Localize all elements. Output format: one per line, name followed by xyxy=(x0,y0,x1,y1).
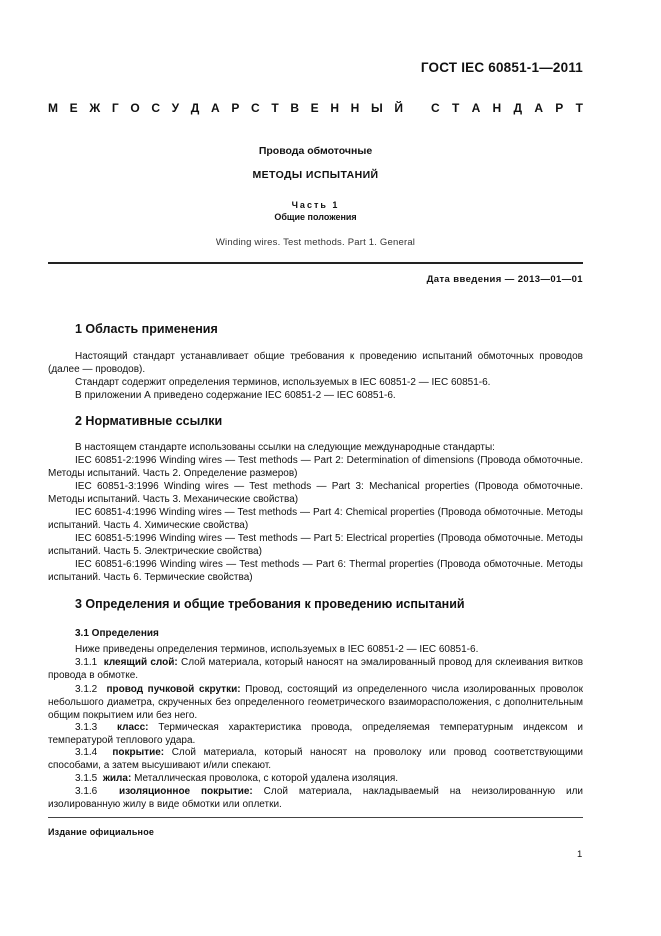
document-title: Провода обмоточные xyxy=(258,145,373,157)
reference-item: IEC 60851-2:1996 Winding wires — Test methods — Part 2: Determination of dimensions (Провода обмоточные. Методы испытаний. Часть 2. Определение размеров) xyxy=(48,455,583,479)
reference-item: IEC 60851-4:1996 Winding wires — Test methods — Part 4: Chemical properties (Провода обмоточные. Методы испытаний. Часть 4. Химические свойства) xyxy=(48,507,583,531)
definition-text: Термическая характеристика провода, определяемая температурным индексом и температурой теплового удара. xyxy=(48,722,583,746)
banner-word-standard xyxy=(431,101,583,115)
definition-item xyxy=(48,747,583,773)
definition-number: 3.1.3 xyxy=(75,722,98,733)
letter: Н xyxy=(330,101,339,115)
letter: М xyxy=(48,101,58,115)
letter: Р xyxy=(555,101,564,115)
letter: Н xyxy=(492,101,502,115)
definition-number: 3.1.1 xyxy=(75,657,98,668)
document-subtitle: МЕТОДЫ ИСПЫТАНИЙ xyxy=(252,169,379,181)
letter: Д xyxy=(190,101,200,115)
letter: Т xyxy=(451,101,460,115)
definition-term: провод пучковой скрутки: xyxy=(106,684,241,695)
letter: Т xyxy=(271,101,279,115)
part-label: Часть 1 xyxy=(291,200,340,210)
subsection-3-1-heading: 3.1 Определения xyxy=(75,628,159,639)
definition-item xyxy=(48,786,583,812)
reference-item: IEC 60851-5:1996 Winding wires — Test methods — Part 5: Electrical properties (Провода обмоточные. Методы испытаний. Часть 5. Электрические свойства) xyxy=(48,533,583,557)
section-1-heading: 1 Область применения xyxy=(75,322,218,336)
letter: А xyxy=(534,101,543,115)
definition-text: Слой материала, который наносят на эмалированный провод для склеивания витков провода в обмотке. xyxy=(48,657,584,681)
english-title: Winding wires. Test methods. Part 1. General xyxy=(215,237,416,248)
header-divider xyxy=(48,262,583,264)
footer-divider xyxy=(48,817,583,818)
interstate-standard-banner xyxy=(48,101,583,115)
section-2-heading: 2 Нормативные ссылки xyxy=(75,414,223,428)
definition-item xyxy=(48,773,583,786)
definition-text: Провод, состоящий из определенного числа изолированных проволок небольшого диаметра, скрученных без определенного геометрического взаиморасположения, с дополнительным общим покрытием или без него. xyxy=(48,684,584,721)
letter: В xyxy=(290,101,299,115)
letter: Й xyxy=(394,101,403,115)
definition-number: 3.1.5 xyxy=(75,773,98,784)
introduction-date: Дата введения — 2013—01—01 xyxy=(426,274,583,285)
letter: Е xyxy=(69,101,78,115)
section-3-paragraph: Ниже приведены определения терминов, используемых в IEC 60851-2 — IEC 60851-6. xyxy=(75,644,479,655)
letter: А xyxy=(210,101,220,115)
definition-term: класс: xyxy=(116,722,149,733)
letter: Е xyxy=(310,101,319,115)
letter: Д xyxy=(513,101,523,115)
letter: Р xyxy=(231,101,240,115)
section-3-heading: 3 Определения и общие требования к проведению испытаний xyxy=(75,597,465,611)
letter: У xyxy=(171,101,180,115)
letter: Ы xyxy=(370,101,383,115)
page-number: 1 xyxy=(577,849,583,860)
document-code: ГОСТ IEC 60851-1—2011 xyxy=(420,60,583,75)
letter: С xyxy=(151,101,160,115)
section-1-paragraph: В приложении А приведено содержание IEC 60851-2 — IEC 60851-6. xyxy=(75,390,396,401)
definition-text: Металлическая проволока, с которой удалена изоляция. xyxy=(134,773,399,784)
letter: Н xyxy=(350,101,360,115)
definition-term: покрытие: xyxy=(112,747,165,758)
definition-term: жила: xyxy=(102,773,132,784)
reference-item: IEC 60851-6:1996 Winding wires — Test methods — Part 6: Thermal properties (Провода обмоточные. Методы испытаний. Часть 6. Термические свойства) xyxy=(48,559,583,583)
section-1-paragraph: Настоящий стандарт устанавливает общие требования к проведению испытаний обмоточных проводов (далее — проводов). xyxy=(48,351,583,375)
definition-number: 3.1.4 xyxy=(75,747,98,758)
letter: Ж xyxy=(89,101,101,115)
definition-item xyxy=(48,657,583,683)
section-1-paragraph: Стандарт содержит определения терминов, используемых в IEC 60851-2 — IEC 60851-6. xyxy=(75,377,491,388)
definition-item xyxy=(48,722,583,748)
letter: О xyxy=(130,101,140,115)
definition-term: изоляционное покрытие: xyxy=(119,786,253,797)
letter: С xyxy=(431,101,440,115)
definition-term: клеящий слой: xyxy=(103,657,178,668)
official-edition-label: Издание официальное xyxy=(48,827,155,837)
letter: А xyxy=(471,101,481,115)
reference-item: IEC 60851-3:1996 Winding wires — Test methods — Part 3: Mechanical properties (Провода обмоточные. Методы испытаний. Часть 3. Механические свойства) xyxy=(48,481,583,505)
part-name: Общие положения xyxy=(274,212,357,222)
letter: С xyxy=(250,101,260,115)
definition-number: 3.1.2 xyxy=(75,684,98,695)
definition-text: Слой материала, накладываемый на неизолированную или изолированную жилу в виде обмотки или оплетки. xyxy=(48,786,583,810)
definition-text: Слой материала, который наносят на проволоку или провод соответствующими способами, а затем высушивают и/или спекают. xyxy=(48,747,583,771)
banner-word-interstate xyxy=(48,101,403,115)
letter: Т xyxy=(575,101,583,115)
definition-item xyxy=(48,684,583,723)
definition-number: 3.1.6 xyxy=(75,786,98,797)
section-2-paragraph: В настоящем стандарте использованы ссылки на следующие международные стандарты: xyxy=(75,442,495,453)
letter: Г xyxy=(111,101,119,115)
